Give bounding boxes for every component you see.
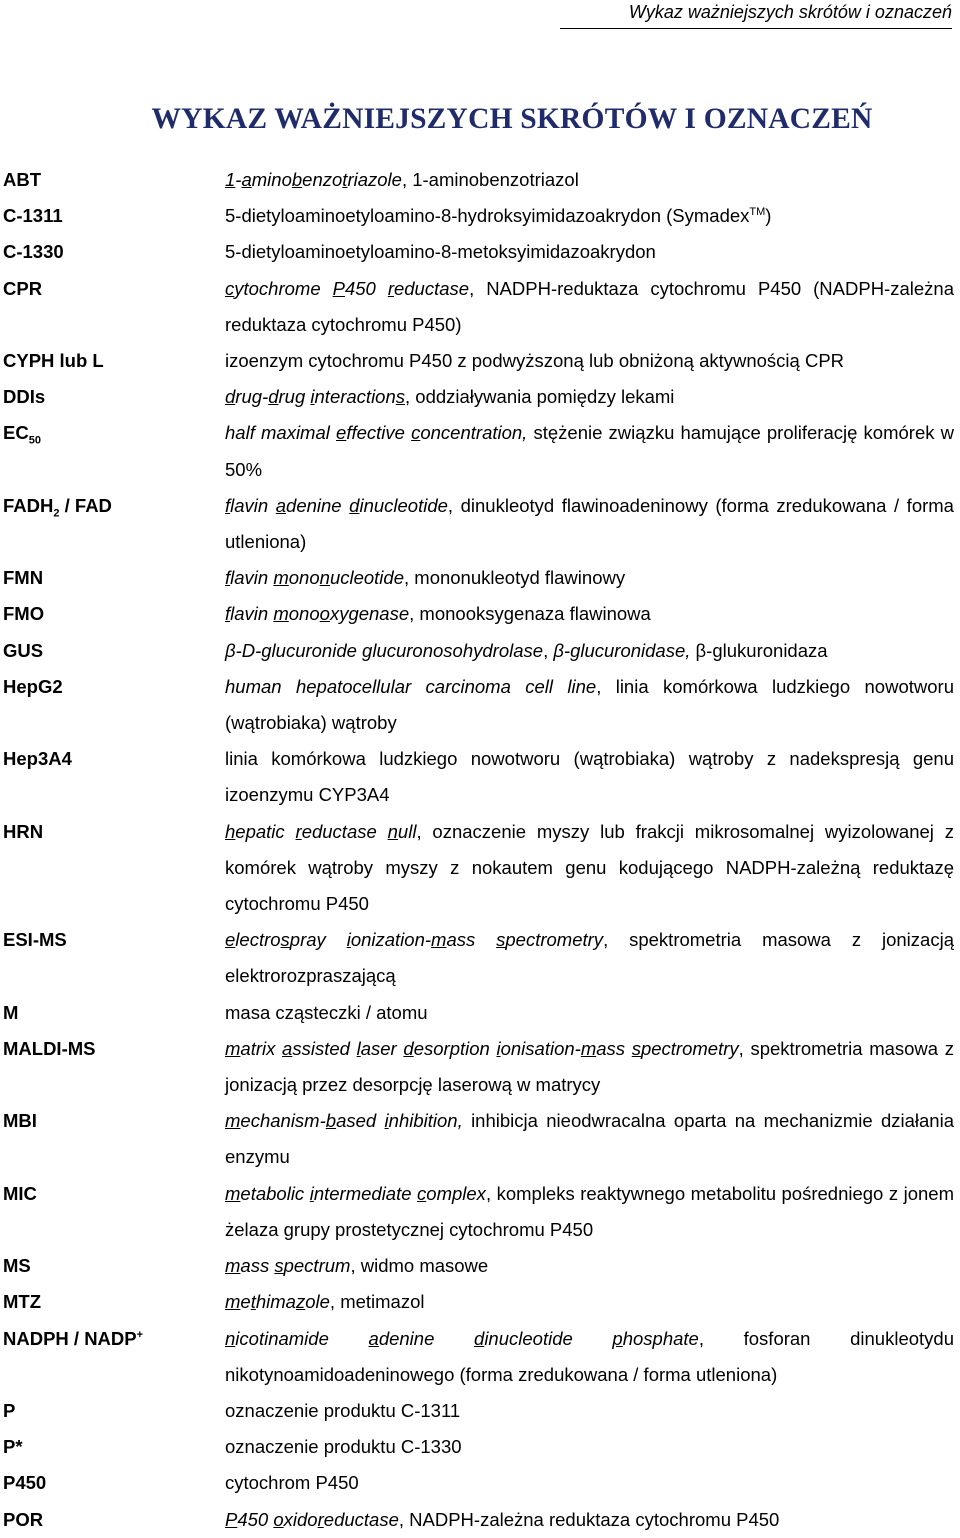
- abbreviation-term: C-1311: [3, 205, 63, 227]
- abbreviation-term: M: [3, 1001, 19, 1023]
- abbreviation-definition: matrix assisted laser desorption ionisation-mass spectrometry, spektrometria masowa z jonizacją przez desorpcję laserową w matrycy: [225, 1037, 955, 1096]
- abbreviation-entry: [0, 234, 960, 270]
- abbreviation-definition: cytochrome P450 reductase, NADPH-reduktaza cytochromu P450 (NADPH-zależna reduktaza cytochromu P450): [225, 277, 954, 335]
- abbreviation-definition: human hepatocellular carcinoma cell line, linia komórkowa ludzkiego nowotworu (wątrobiaka) wątroby: [225, 675, 954, 734]
- abbreviation-term: DDIs: [3, 386, 46, 408]
- abbreviation-definition: oznaczenie produktu C-1330: [225, 1436, 462, 1458]
- abbreviation-definition: flavin mononucleotide, mononukleotyd flawinowy: [225, 567, 626, 589]
- abbreviation-entry: [0, 995, 960, 1031]
- abbreviation-term: HepG2: [3, 675, 63, 697]
- abbreviation-entry: [0, 1429, 960, 1465]
- abbreviation-definition: 5-dietyloaminoetyloamino-8-metoksyimidazoakrydon: [225, 241, 656, 263]
- abbreviation-definition: masa cząsteczki / atomu: [225, 1001, 428, 1023]
- abbreviation-entry: [0, 1176, 960, 1248]
- abbreviation-definition: 1-aminobenzotriazole, 1-aminobenzotriazol: [225, 169, 579, 190]
- abbreviation-definition: methimazole, metimazol: [225, 1291, 425, 1313]
- abbreviation-definition: flavin adenine dinucleotide, dinukleotyd flawinoadeninowy (forma zredukowana / forma utleniona): [225, 494, 954, 553]
- abbreviation-term: MS: [3, 1255, 31, 1277]
- abbreviation-term: ABT: [3, 169, 42, 190]
- abbreviation-entry: [0, 633, 960, 669]
- abbreviation-entry: [0, 343, 960, 379]
- abbreviation-term: $EC_{50}$: [3, 422, 41, 448]
- abbreviation-term: FMO: [3, 603, 45, 625]
- abbreviation-definition: drug-drug interactions, oddziaływania pomiędzy lekami: [225, 386, 675, 408]
- abbreviation-term: HRN: [3, 820, 44, 842]
- abbreviation-entry: [0, 271, 960, 343]
- abbreviation-entry: [0, 560, 960, 596]
- abbreviation-entry: [0, 922, 960, 994]
- abbreviation-list: [0, 162, 960, 1538]
- abbreviation-definition: P450 oxidoreductase, NADPH-zależna reduktaza cytochromu P450: [225, 1508, 780, 1530]
- abbreviation-entry: [0, 1103, 960, 1175]
- abbreviation-definition: linia komórkowa ludzkiego nowotworu (wątrobiaka) wątroby z nadekspresją genu izoenzymu CYP3A4: [225, 748, 954, 806]
- abbreviation-entry: [0, 1321, 960, 1393]
- abbreviation-definition: flavin monooxygenase, monooksygenaza flawinowa: [225, 603, 651, 625]
- abbreviation-entry: [0, 814, 960, 923]
- abbreviation-definition: izoenzym cytochromu P450 z podwyższoną lub obniżoną aktywnością CPR: [225, 350, 845, 372]
- abbreviation-term: CPR: [3, 277, 43, 299]
- abbreviation-definition: 5-dietyloaminoetyloamino-8-hydroksyimidazoakrydon (Symadex™): [225, 205, 772, 227]
- abbreviation-definition: nicotinamide adenine dinucleotide phosphate, fosforan dinukleotydu nikotynoamidoadeninowego (forma zredukowana / forma utleniona): [225, 1327, 954, 1385]
- abbreviation-definition: metabolic intermediate complex, kompleks reaktywnego metabolitu pośredniego z jonem żelaza grupy prostetycznej cytochromu P450: [225, 1182, 954, 1240]
- abbreviation-term: Hep3A4: [3, 748, 72, 770]
- abbreviation-definition: β-D-glucuronide glucuronosohydrolase, β-glucuronidase, β-glukuronidaza: [225, 639, 828, 661]
- abbreviation-term: C-1330: [3, 241, 64, 263]
- abbreviation-term: CYPH lub L: [3, 350, 104, 372]
- running-header: Wykaz ważniejszych skrótów i oznaczeń: [560, 0, 952, 29]
- abbreviation-entry: [0, 669, 960, 741]
- abbreviation-term: P*: [3, 1436, 23, 1458]
- abbreviation-term: MTZ: [3, 1291, 42, 1313]
- abbreviation-definition: cytochrom P450: [225, 1472, 359, 1494]
- abbreviation-term: POR: [3, 1508, 44, 1530]
- abbreviation-term: MALDI-MS: [3, 1037, 96, 1059]
- abbreviation-entry: [0, 379, 960, 415]
- abbreviation-term: NADPH / NADP+: [3, 1327, 144, 1349]
- abbreviation-entry: [0, 488, 960, 560]
- abbreviation-entry: [0, 198, 960, 234]
- abbreviation-entry: [0, 1284, 960, 1320]
- abbreviation-entry: [0, 1393, 960, 1429]
- abbreviation-definition: mass spectrum, widmo masowe: [225, 1255, 489, 1277]
- abbreviation-term: $FADH_2$ / FAD: [3, 494, 112, 520]
- abbreviation-definition: mechanism-based inhibition, inhibicja nieodwracalna oparta na mechanizmie działania enzymu: [225, 1110, 954, 1168]
- page-title: WYKAZ WAŻNIEJSZYCH SKRÓTÓW I OZNACZEŃ: [151, 103, 873, 135]
- abbreviation-term: P450: [3, 1472, 47, 1494]
- abbreviation-term: MIC: [3, 1182, 37, 1204]
- abbreviation-entry: [0, 741, 960, 813]
- abbreviation-entry: [0, 1465, 960, 1501]
- abbreviation-term: GUS: [3, 639, 44, 661]
- abbreviation-term: P: [3, 1399, 16, 1421]
- abbreviation-definition: oznaczenie produktu C-1311: [225, 1399, 461, 1421]
- abbreviation-entry: [0, 415, 960, 487]
- abbreviation-entry: [0, 596, 960, 632]
- abbreviation-definition: half maximal effective concentration, stężenie związku hamujące proliferację komórek w 50%: [225, 422, 955, 480]
- abbreviation-term: FMN: [3, 567, 44, 589]
- abbreviation-definition: electrospray ionization-mass spectrometry, spektrometria masowa z jonizacją elektrorozpraszającą: [225, 929, 954, 987]
- abbreviation-term: ESI-MS: [3, 929, 67, 951]
- abbreviation-term: MBI: [3, 1110, 37, 1132]
- abbreviation-entry: [0, 1502, 960, 1538]
- abbreviation-definition: hepatic reductase null, oznaczenie myszy lub frakcji mikrosomalnej wyizolowanej z komórek wątroby myszy z nokautem genu kodującego NADPH-zależną reduktazę cytochromu P450: [225, 820, 954, 915]
- abbreviation-entry: [0, 1248, 960, 1284]
- abbreviation-entry: [0, 162, 960, 198]
- abbreviation-entry: [0, 1031, 960, 1103]
